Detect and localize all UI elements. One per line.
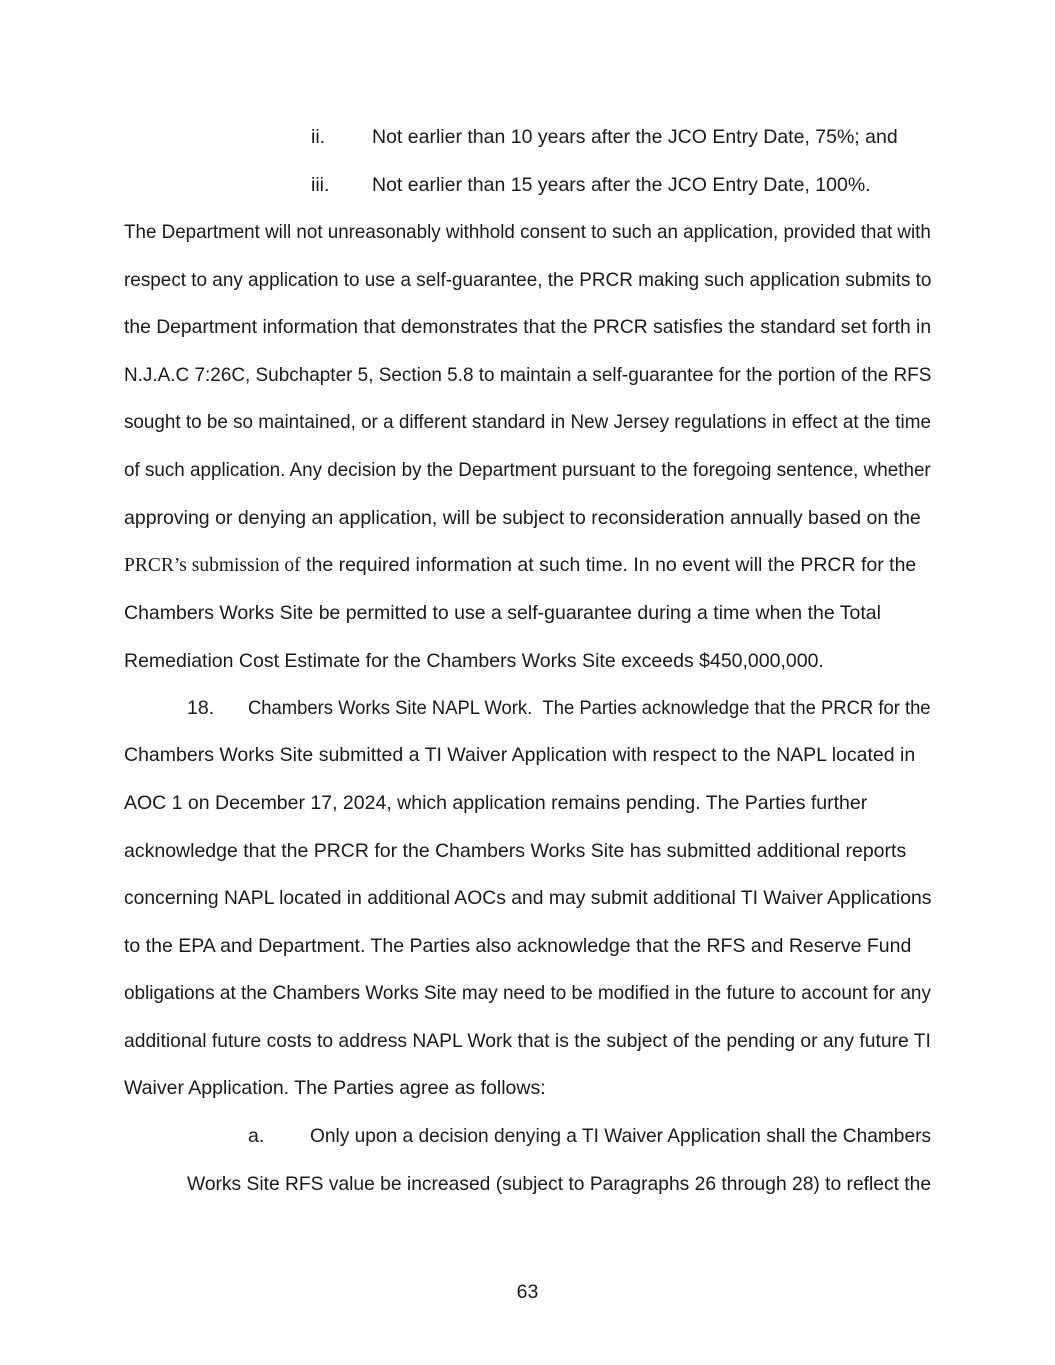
paragraph-18-line-9: Waiver Application. The Parties agree as follows: (124, 1077, 546, 1099)
paragraph-18-line-2: Chambers Works Site submitted a TI Waiver Application with respect to the NAPL located in (124, 744, 916, 766)
paragraph-18-first-line (248, 696, 931, 720)
paragraph-18-line-6: to the EPA and Department. The Parties also acknowledge that the RFS and Reserve Fund (124, 935, 912, 957)
paragraph-1-line-3: the Department information that demonstrates that the PRCR satisfies the standard set forth in (124, 316, 932, 338)
list-item-iii: Not earlier than 15 years after the JCO Entry Date, 100%. (372, 174, 871, 196)
paragraph-1-line-2: respect to any application to use a self-guarantee, the PRCR making such application submits to (124, 269, 932, 291)
list-marker-iii: iii. (311, 174, 330, 196)
sub-item-a-marker: a. (248, 1125, 265, 1147)
paragraph-1-line-10: Remediation Cost Estimate for the Chambers Works Site exceeds $450,000,000. (124, 650, 824, 672)
paragraph-1-line-7: approving or denying an application, will be subject to reconsideration annually based on the (124, 507, 921, 529)
paragraph-18-line-5: concerning NAPL located in additional AOCs and may submit additional TI Waiver Applications (124, 887, 932, 909)
list-item-ii: Not earlier than 10 years after the JCO Entry Date, 75%; and (372, 126, 898, 148)
paragraph-18-line-4: acknowledge that the PRCR for the Chambers Works Site has submitted additional reports (124, 840, 907, 862)
paragraph-1-line-8 (124, 553, 916, 578)
paragraph-1-line-5: sought to be so maintained, or a different standard in New Jersey regulations in effect at the time (124, 411, 931, 433)
paragraph-18-line-3: AOC 1 on December 17, 2024, which application remains pending. The Parties further (124, 792, 868, 814)
page-number: 63 (516, 1281, 539, 1303)
paragraph-1-line-4: N.J.A.C 7:26C, Subchapter 5, Section 5.8 to maintain a self-guarantee for the portion of the RFS (124, 364, 932, 386)
paragraph-18-first-line-rest: The Parties acknowledge that the PRCR for the (542, 697, 931, 719)
paragraph-1-line-9: Chambers Works Site be permitted to use a self-guarantee during a time when the Total (124, 602, 881, 624)
paragraph-1-line-6: of such application. Any decision by the Department pursuant to the foregoing sentence, whether (124, 459, 931, 481)
paragraph-18-line-7: obligations at the Chambers Works Site may need to be modified in the future to account for any (124, 982, 931, 1004)
paragraph-1-line-1: The Department will not unreasonably withhold consent to such an application, provided that with (124, 221, 931, 243)
sub-item-a-line-2: Works Site RFS value be increased (subject to Paragraphs 26 through 28) to reflect the (187, 1173, 932, 1195)
paragraph-18-line-8: additional future costs to address NAPL Work that is the subject of the pending or any future TI (124, 1030, 931, 1052)
paragraph-18-number: 18. (187, 697, 215, 719)
list-marker-ii: ii. (311, 126, 326, 148)
paragraph-1-line-8-serif: PRCR’s submission of (124, 555, 301, 576)
paragraph-18-heading: Chambers Works Site NAPL Work. (248, 697, 533, 719)
sub-item-a-line-1: Only upon a decision denying a TI Waiver Application shall the Chambers (310, 1125, 932, 1147)
paragraph-1-line-8-rest: the required information at such time. In no event will the PRCR for the (300, 554, 917, 576)
